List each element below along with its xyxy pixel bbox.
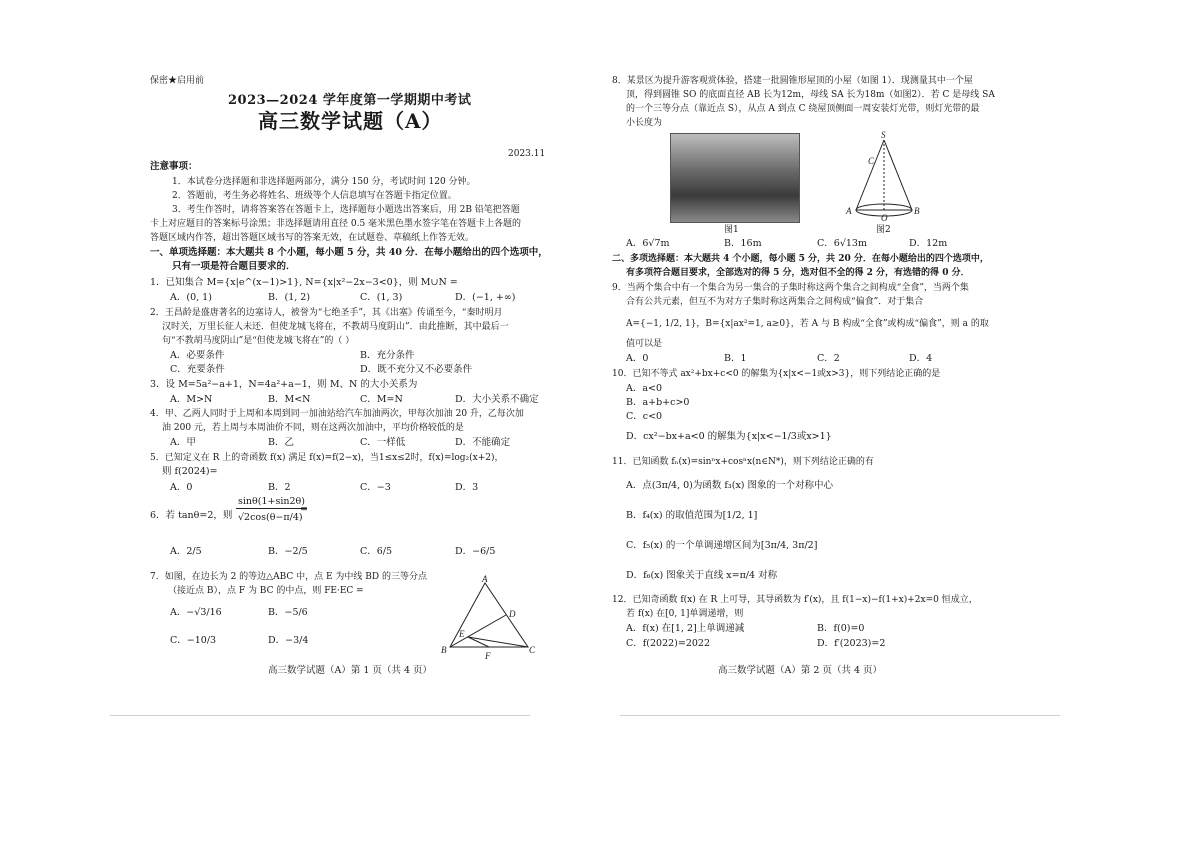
question-8: 8．某景区为提升游客观赏体验，搭建一批圆锥形屋顶的小屋（如图 1）．现测量其中一个屋 <box>612 76 973 86</box>
exam-title: 2023—2024 学年度第一学期期中考试 <box>228 93 472 108</box>
option: B．(1, 2) <box>268 292 311 303</box>
option: C．6√13m <box>817 238 867 249</box>
option: B．−2/5 <box>268 546 308 557</box>
option: B．−5/6 <box>268 607 308 618</box>
confidential-mark: 保密★启用前 <box>150 76 205 86</box>
option: C．f(2022)=2022 <box>626 638 711 649</box>
notice-line: 3．考生作答时，请将答案答在答题卡上，选择题每小题选出答案后，用 2B 铅笔把答题 <box>172 205 520 215</box>
notice-line: 2．答题前，考生务必将姓名、班级等个人信息填写在答题卡指定位置。 <box>172 191 457 201</box>
page-footer: 高三数学试题（A）第 2 页（共 4 页） <box>718 665 883 676</box>
question-8-cont: 小长度为 <box>626 118 663 128</box>
option: A．点(3π/4, 0)为函数 f₃(x) 图象的一个对称中心 <box>626 480 834 491</box>
question-5: 5．已知定义在 R 上的奇函数 f(x) 满足 f(x)=f(2−x)，当1≤x≤2时，f(x)=log₂(x+2)， <box>150 453 504 463</box>
option: D．既不充分又不必要条件 <box>360 364 473 375</box>
question-8-cont: 顶，得到圆锥 SO 的底面直径 AB 长为12m，母线 SA 长为18m（如图2）．若 C 是母线 SA <box>626 90 995 100</box>
question-1: 1．已知集合 M={x|e^(x−1)>1}, N={x|x²−2x−3<0}，则 M∪N = <box>150 277 458 288</box>
option: C．M=N <box>360 394 403 405</box>
option: C．一样低 <box>360 437 406 448</box>
option: D．4 <box>909 353 933 364</box>
question-4: 4．甲、乙两人同时于上周和本周到同一加油站给汽车加油两次，甲每次加油 20 升，乙每次加 <box>150 409 524 419</box>
option: D．12m <box>909 238 948 249</box>
option: B．2 <box>268 482 291 493</box>
question-4-cont: 油 200 元，若上周与本周油价不同，则在这两次加油中，平均价格较低的是 <box>162 423 464 433</box>
question-10: 10．已知不等式 ax²+bx+c<0 的解集为{x|x<−1或x>3}，则下列结论正确的是 <box>612 369 941 379</box>
page-footer: 高三数学试题（A）第 1 页（共 4 页） <box>268 665 433 676</box>
option: A．必要条件 <box>170 350 225 361</box>
section2-heading-cont: 有多项符合题目要求，全部选对的得 5 分，选对但不全的得 2 分，有选错的得 0 分． <box>626 268 970 278</box>
figure-1-photo <box>670 133 800 223</box>
exam-date: 2023.11 <box>508 149 546 159</box>
option: A．a<0 <box>626 383 663 394</box>
question-9-cont: A={−1, 1/2, 1}，B={x|ax²=1, a≥0}，若 A 与 B 构成“全食”或构成“偏食”，则 a 的取 <box>626 319 989 329</box>
label-D: D <box>509 609 516 619</box>
option: A．M>N <box>170 394 213 405</box>
question-7: 7．如图，在边长为 2 的等边△ABC 中，点 E 为中线 BD 的三等分点 <box>150 572 427 582</box>
option: A．0 <box>170 482 193 493</box>
q6-denominator: √2cos(θ−π/4) <box>238 512 303 523</box>
figure-1-caption: 图1 <box>724 225 739 235</box>
option: A．(0, 1) <box>170 292 212 303</box>
label-E: E <box>459 629 465 639</box>
option: D．f′(2023)=2 <box>817 638 886 649</box>
page-2 <box>612 0 1022 849</box>
option: B．1 <box>724 353 747 364</box>
label-A: A <box>846 206 852 216</box>
label-B: B <box>441 645 447 655</box>
question-6: 6．若 tanθ=2，则 <box>150 510 233 521</box>
option: B．f(0)=0 <box>817 623 865 634</box>
question-9: 9．当两个集合中有一个集合为另一集合的子集时称这两个集合之间构成“全食”，当两个集 <box>612 283 969 293</box>
option: D．3 <box>455 482 479 493</box>
q6-numerator: sinθ(1+sin2θ) <box>238 496 305 507</box>
option: B．a+b+c>0 <box>626 397 690 408</box>
section2-heading: 二、多项选择题：本大题共 4 个小题，每小题 5 分，共 20 分．在每小题给出的四个选项中， <box>612 254 989 264</box>
option: C．2 <box>817 353 840 364</box>
option: C．−3 <box>360 482 391 493</box>
option: A．甲 <box>170 437 196 448</box>
question-9-cont: 值可以是 <box>626 339 663 349</box>
question-2-cont: 汉时关，万里长征人未还．但使龙城飞将在，不教胡马度阴山”．由此推断，其中最后一 <box>162 322 509 332</box>
option: A．6√7m <box>626 238 670 249</box>
notice-heading: 注意事项： <box>150 161 198 172</box>
option: C．f₅(x) 的一个单调递增区间为[3π/4, 3π/2] <box>626 540 818 551</box>
option: A．0 <box>626 353 649 364</box>
option: D．cx²−bx+a<0 的解集为{x|x<−1/3或x>1} <box>626 431 832 442</box>
question-12-cont: 若 f(x) 在[0, 1]单调递增，则 <box>626 609 744 619</box>
option: A．f(x) 在[1, 2]上单调递减 <box>626 623 745 634</box>
q6-equals: = <box>300 504 308 515</box>
option: D．不能确定 <box>455 437 511 448</box>
option: D．(−1, +∞) <box>455 292 516 303</box>
question-3: 3．设 M=5a²−a+1，N=4a²+a−1，则 M、N 的大小关系为 <box>150 379 418 390</box>
option: C．充要条件 <box>170 364 225 375</box>
section1-heading: 一、单项选择题：本大题共 8 个小题，每小题 5 分，共 40 分．在每小题给出的四个选项中， <box>150 247 548 258</box>
option: B．乙 <box>268 437 294 448</box>
label-C: C <box>529 645 536 655</box>
notice-line: 答题区域内作答，超出答题区域书写的答案无效，在试题卷、草稿纸上作答无效。 <box>150 233 475 243</box>
option: A．−√3/16 <box>170 607 222 618</box>
option: D．f₆(x) 图象关于直线 x=π/4 对称 <box>626 570 778 581</box>
label-A: A <box>482 575 488 584</box>
subject-title: 高三数学试题（A） <box>258 109 443 133</box>
label-C: C <box>868 156 875 166</box>
label-S: S <box>881 130 886 140</box>
question-5-cont: 则 f(2024)= <box>162 466 218 477</box>
question-12: 12．已知奇函数 f(x) 在 R 上可导，其导函数为 f′(x)，且 f(1−x)−f(1+x)+2x=0 恒成立， <box>612 595 978 605</box>
cone-figure <box>844 130 924 224</box>
option: D．−3/4 <box>268 635 309 646</box>
figure-2-caption: 图2 <box>876 225 891 235</box>
scan-artifact-line <box>620 715 1060 716</box>
question-7-cont: （接近点 B），点 F 为 BC 的中点，则 FE·EC = <box>168 586 364 596</box>
option: C．6/5 <box>360 546 393 557</box>
notice-line: 卡上对应题目的答案标号涂黑；非选择题请用直径 0.5 毫米黑色墨水签字笔在答题卡上各题的 <box>150 219 522 229</box>
option: D．−6/5 <box>455 546 496 557</box>
question-2-cont: 句“不教胡马度阴山”是“但使龙城飞将在”的（ ） <box>162 336 355 346</box>
question-2: 2．王昌龄是盛唐著名的边塞诗人，被誉为“七绝圣手”，其《出塞》传诵至今，“秦时明月 <box>150 308 503 318</box>
option: B．M<N <box>268 394 311 405</box>
option: B．充分条件 <box>360 350 415 361</box>
option: A．2/5 <box>170 546 202 557</box>
option: D．大小关系不确定 <box>455 394 539 405</box>
question-11: 11．已知函数 fₙ(x)=sinⁿx+cosⁿx(n∈N*)，则下列结论正确的有 <box>612 457 874 467</box>
question-8-cont: 的一个三等分点（靠近点 S），从点 A 到点 C 绕屋顶侧面一周安装灯光带，则灯光带的最 <box>626 104 980 114</box>
label-B: B <box>914 206 920 216</box>
label-O: O <box>881 213 888 223</box>
page-1 <box>150 0 560 849</box>
scan-artifact-line <box>110 715 530 716</box>
notice-line: 1．本试卷分选择题和非选择题两部分，满分 150 分，考试时间 120 分钟。 <box>172 177 476 187</box>
option: C．c<0 <box>626 411 663 422</box>
option: B．16m <box>724 238 762 249</box>
option: C．−10/3 <box>170 635 217 646</box>
label-F: F <box>485 651 491 661</box>
option: C．(1, 3) <box>360 292 403 303</box>
section1-heading-cont: 只有一项是符合题目要求的． <box>172 261 296 272</box>
question-9-cont: 合有公共元素，但互不为对方子集时称这两集合之间构成“偏食”．对于集合 <box>626 297 924 307</box>
option: B．f₄(x) 的取值范围为[1/2, 1] <box>626 510 758 521</box>
triangle-figure <box>440 575 540 663</box>
